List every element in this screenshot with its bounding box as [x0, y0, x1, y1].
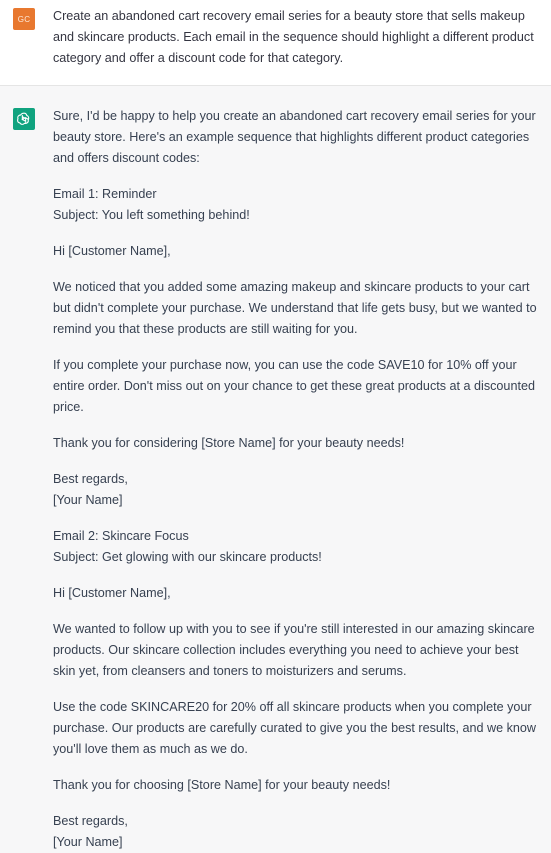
email2-paragraph-3: Thank you for choosing [Store Name] for your beauty needs! [53, 778, 391, 792]
email1-subject: Subject: You left something behind! [53, 208, 250, 222]
email1-heading: Email 1: Reminder [53, 187, 157, 201]
email2-paragraph-1: We wanted to follow up with you to see if you're still interested in our amazing skincare products. Our skincare collection includes everything you need to achieve your best skin yet, from cleansers and toners to moisturizers and serums. [53, 622, 535, 678]
email2-signoff: Best regards, [53, 814, 128, 828]
assistant-avatar [13, 108, 35, 130]
email1-header-block [53, 184, 541, 226]
email2-header-block [53, 526, 541, 568]
email1-paragraph-2: If you complete your purchase now, you can use the code SAVE10 for 10% off your entire order. Don't miss out on your chance to get these great products at a discounted price. [53, 358, 535, 414]
email1-signature: [Your Name] [53, 493, 123, 507]
email1-greeting: Hi [Customer Name], [53, 244, 171, 258]
user-message [0, 0, 551, 86]
email2-paragraph-2: Use the code SKINCARE20 for 20% off all skincare products when you complete your purchase. Our products are carefully curated to give you the best results, and we know you'll love them as much as we do. [53, 700, 537, 756]
email1-signoff: Best regards, [53, 472, 128, 486]
intro-paragraph: Sure, I'd be happy to help you create an abandoned cart recovery email series for your beauty store. Here's an example sequence that highlights different product categories and offers discount codes: [53, 109, 536, 165]
email2-greeting: Hi [Customer Name], [53, 586, 171, 600]
email2-signature: [Your Name] [53, 835, 123, 849]
user-avatar [13, 8, 35, 30]
email2-signature-block [53, 811, 541, 853]
user-message-text: Create an abandoned cart recovery email series for a beauty store that sells makeup and skincare products. Each email in the sequence should highlight a different product category and offer a discount code for that category. [53, 9, 534, 65]
openai-logo-icon [16, 111, 32, 127]
email2-heading: Email 2: Skincare Focus [53, 529, 189, 543]
user-avatar-initials: GC [17, 14, 31, 24]
email1-paragraph-1: We noticed that you added some amazing makeup and skincare products to your cart but didn't complete your purchase. We understand that life gets busy, but we wanted to remind you that these products are still waiting for you. [53, 280, 537, 336]
email2-subject: Subject: Get glowing with our skincare products! [53, 550, 322, 564]
assistant-message-text [53, 106, 541, 849]
email1-paragraph-3: Thank you for considering [Store Name] for your beauty needs! [53, 436, 405, 450]
email1-signature-block [53, 469, 541, 511]
assistant-message [0, 86, 551, 849]
